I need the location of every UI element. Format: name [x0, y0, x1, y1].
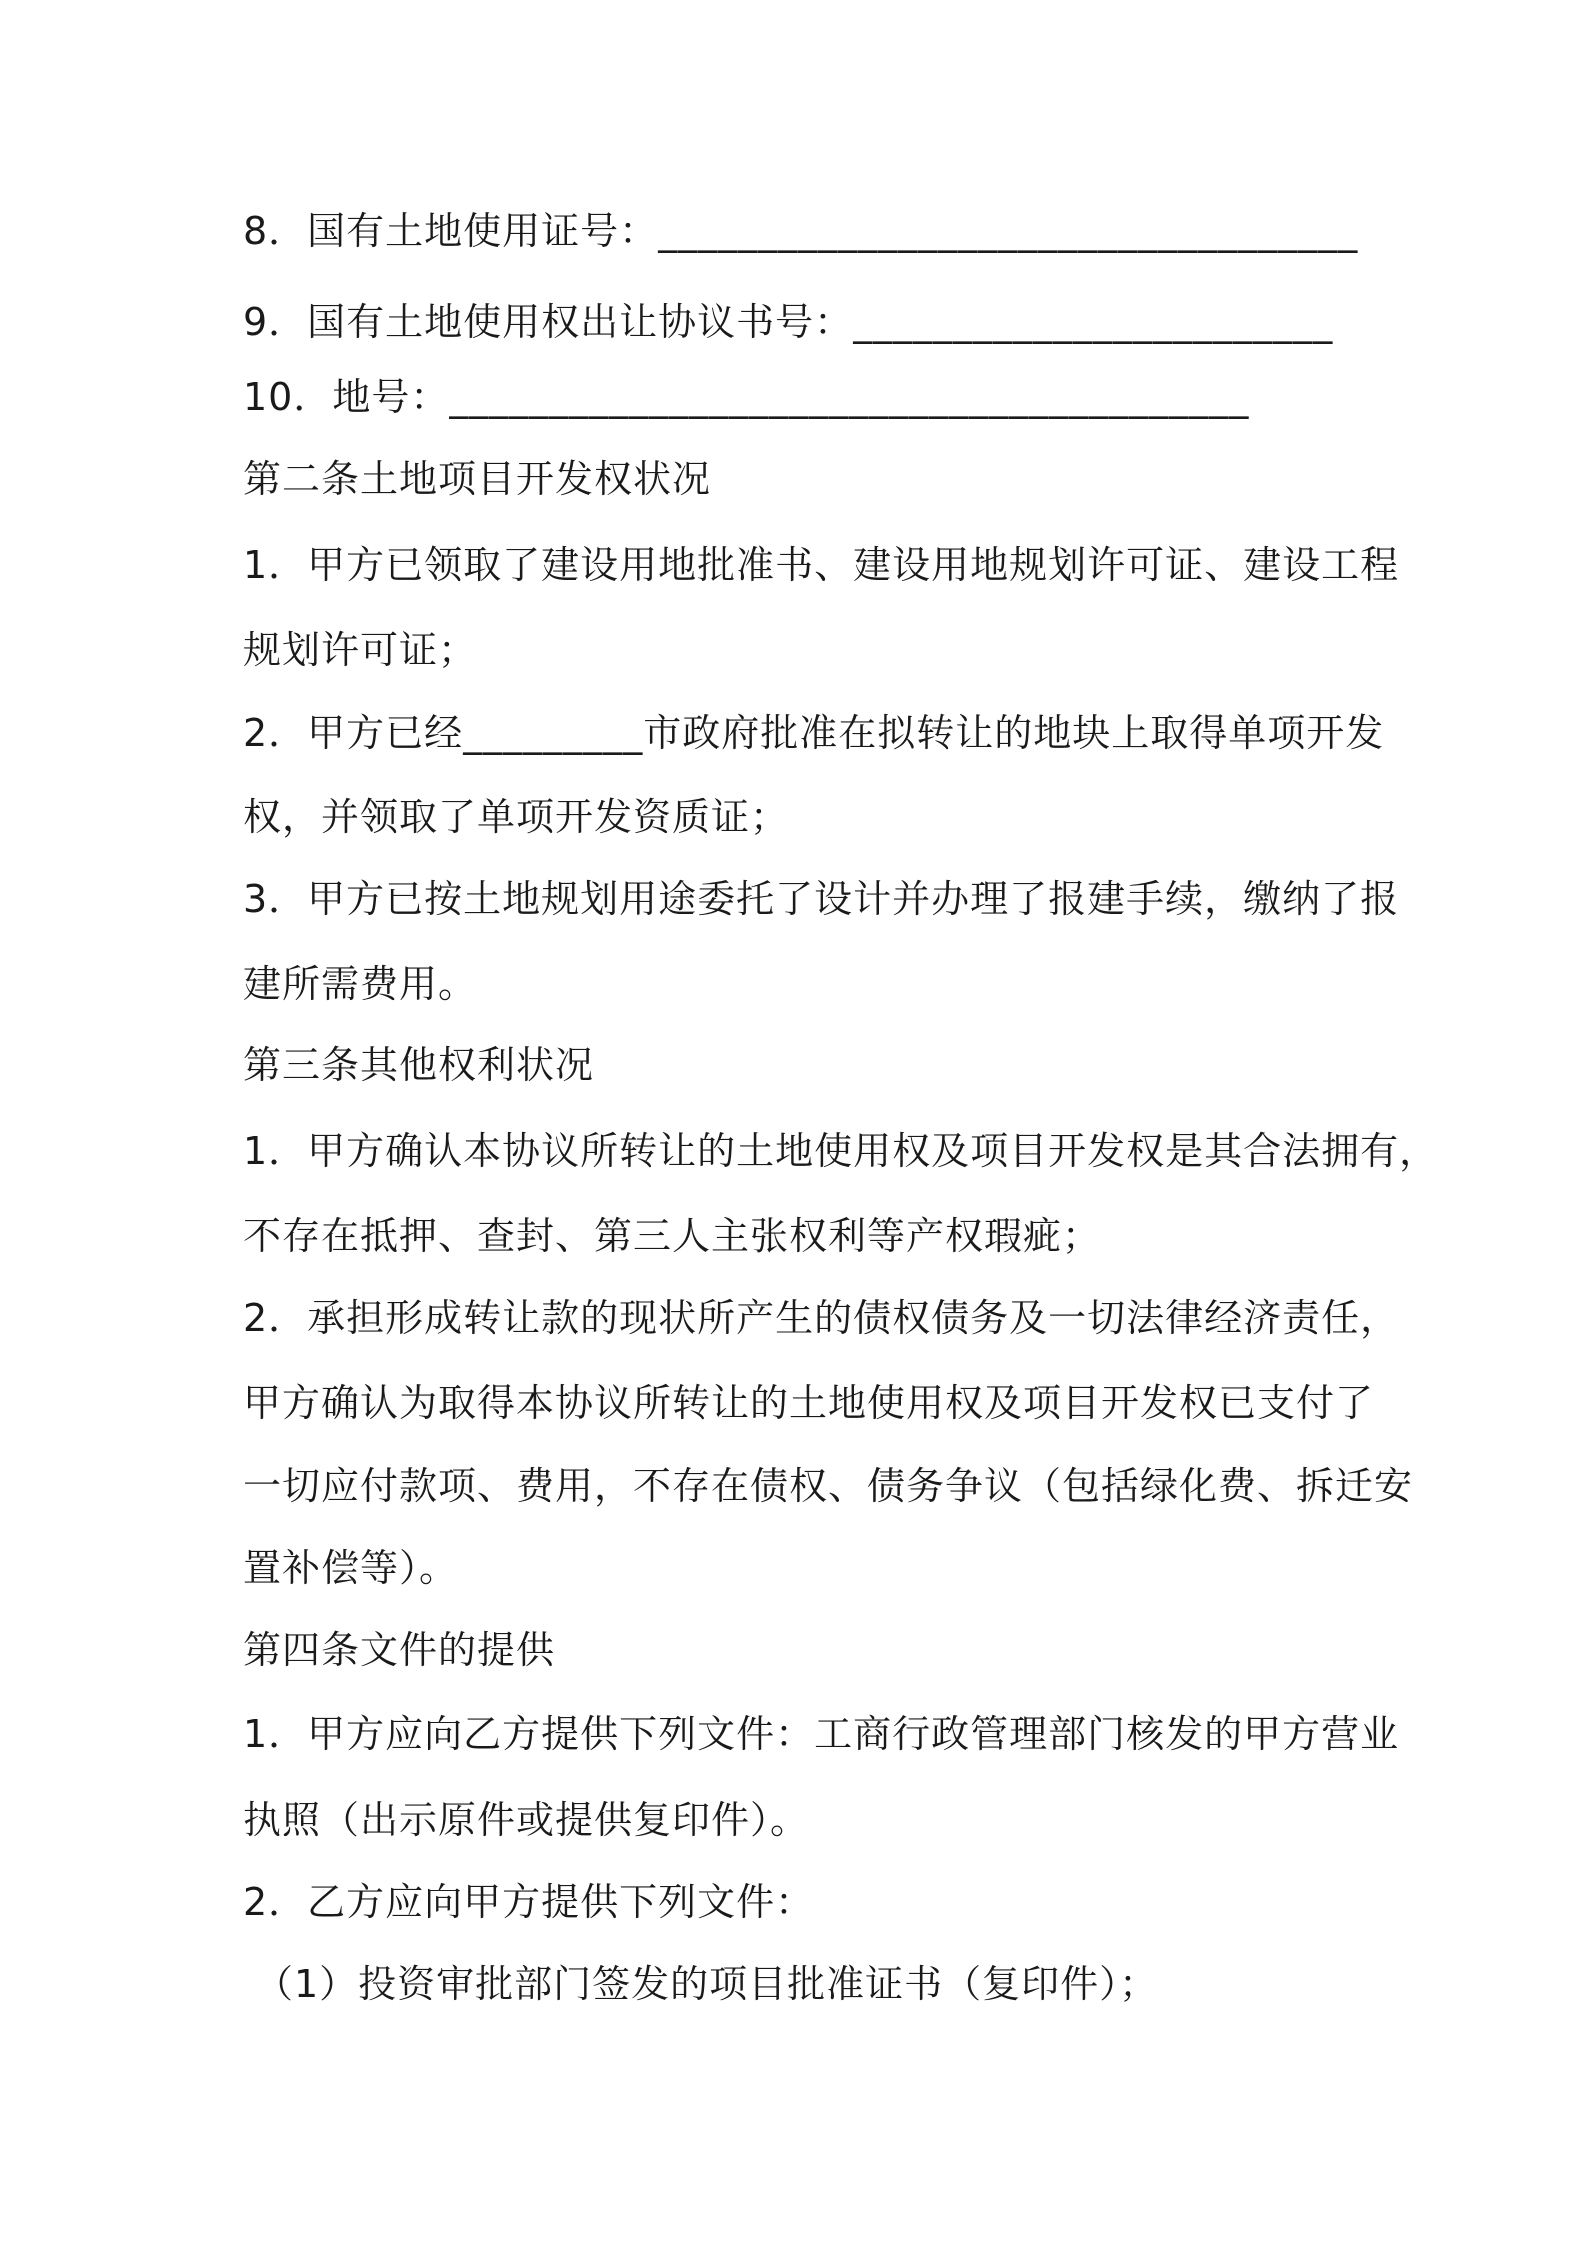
section-heading-article-4	[243, 1626, 555, 1674]
line-text: 执照（出示原件或提供复印件）。	[243, 1798, 810, 1842]
paragraph-line-with-blank	[243, 709, 1384, 757]
line-text: 3．甲方已按土地规划用途委托了设计并办理了报建手续，缴纳了报	[243, 877, 1400, 921]
paragraph-line	[243, 1294, 1399, 1342]
line-text: （1）投资审批部门签发的项目批准证书（复印件）；	[255, 1962, 1159, 2006]
paragraph-line	[243, 1710, 1399, 1758]
paragraph-line	[243, 1544, 458, 1592]
line-text: 不存在抵押、查封、第三人主张权利等产权瑕疵；	[243, 1214, 1102, 1258]
line-text: 1．甲方已领取了建设用地批准书、建设用地规划许可证、建设工程	[243, 543, 1400, 587]
paragraph-line	[243, 541, 1399, 589]
line-text: 甲方确认为取得本协议所转让的土地使用权及项目开发权已支付了	[243, 1381, 1375, 1425]
paragraph-line	[243, 1462, 1413, 1510]
heading-text: 第二条土地项目开发权状况	[243, 457, 712, 501]
heading-text: 第四条文件的提供	[243, 1628, 556, 1672]
paragraph-line	[243, 793, 789, 841]
line-text: 2．甲方已经	[243, 711, 464, 755]
line-text: 10．地号：	[243, 375, 450, 419]
list-item	[255, 1960, 1158, 2008]
blank-field: _________	[463, 711, 644, 755]
paragraph-line	[243, 1379, 1374, 1427]
line-text: 规划许可证；	[243, 628, 478, 672]
line-text: 市政府批准在拟转让的地块上取得单项开发	[643, 711, 1385, 755]
paragraph-line	[243, 1878, 814, 1926]
line-text: 2．乙方应向甲方提供下列文件：	[243, 1880, 815, 1924]
line-lot-number	[243, 373, 1249, 421]
line-text: 8．国有土地使用证号：	[243, 209, 659, 253]
blank-field: ________________________________________	[449, 375, 1250, 419]
line-text: 一切应付款项、费用，不存在债权、债务争议（包括绿化费、拆迁安	[243, 1464, 1414, 1508]
line-text: 2．承担形成转让款的现状所产生的债权债务及一切法律经济责任，	[243, 1296, 1400, 1340]
line-text: 权，并领取了单项开发资质证；	[243, 795, 790, 839]
blank-field: ___________________________________	[658, 209, 1359, 253]
paragraph-line	[243, 1127, 1438, 1175]
paragraph-line	[243, 875, 1399, 923]
section-heading-article-3	[243, 1041, 594, 1089]
paragraph-line	[243, 626, 477, 674]
line-text: 9．国有土地使用权出让协议书号：	[243, 300, 854, 344]
paragraph-line	[243, 1796, 809, 1844]
blank-field: ________________________	[853, 300, 1334, 344]
line-land-certificate-number	[243, 207, 1358, 255]
line-text: 1．甲方确认本协议所转让的土地使用权及项目开发权是其合法拥有，	[243, 1129, 1439, 1173]
line-text: 建所需费用。	[243, 962, 478, 1006]
heading-text: 第三条其他权利状况	[243, 1043, 595, 1087]
section-heading-article-2	[243, 455, 711, 503]
line-transfer-agreement-number	[243, 298, 1333, 346]
line-text: 1．甲方应向乙方提供下列文件：工商行政管理部门核发的甲方营业	[243, 1712, 1400, 1756]
paragraph-line	[243, 1212, 1101, 1260]
paragraph-line	[243, 960, 477, 1008]
line-text: 置补偿等）。	[243, 1546, 459, 1590]
